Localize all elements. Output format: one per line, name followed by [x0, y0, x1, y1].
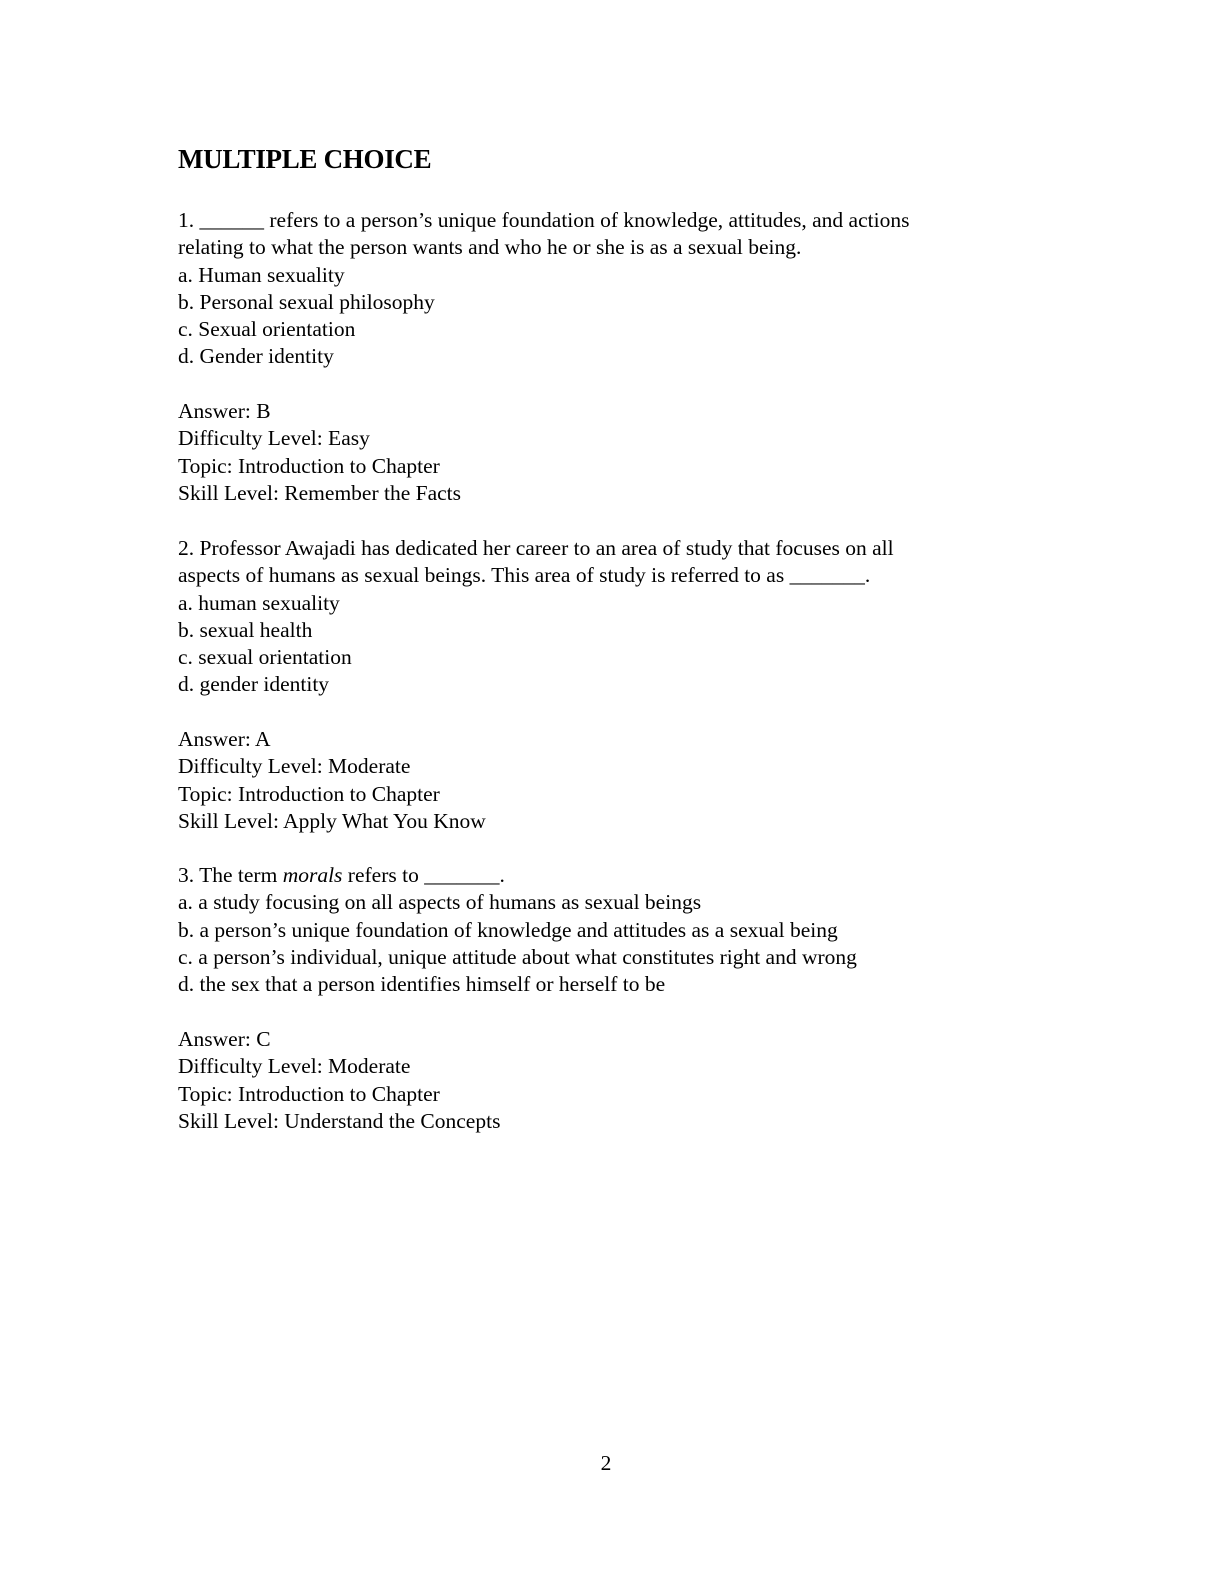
question-3-skill: Skill Level: Understand the Concepts	[178, 1108, 501, 1133]
question-2-option-a: a. human sexuality	[178, 590, 340, 615]
question-2-stem-line-1: 2. Professor Awajadi has dedicated her career to an area of study that focuses on all	[178, 536, 894, 560]
question-2-answer: Answer: A	[178, 727, 271, 751]
question-2-skill: Skill Level: Apply What You Know	[178, 808, 486, 833]
question-2-topic: Topic: Introduction to Chapter	[178, 781, 440, 806]
question-1-option-b: b. Personal sexual philosophy	[178, 289, 435, 314]
question-3-option-d: d. the sex that a person identifies himself or herself to be	[178, 972, 666, 997]
question-1-answer: Answer: B	[178, 399, 271, 423]
question-1-skill: Skill Level: Remember the Facts	[178, 480, 462, 505]
question-3-stem	[178, 862, 1058, 889]
question-3-option-a: a. a study focusing on all aspects of humans as sexual beings	[178, 890, 702, 915]
question-2-stem-line-2: aspects of humans as sexual beings. This area of study is referred to as _______.	[178, 563, 871, 588]
question-3-topic: Topic: Introduction to Chapter	[178, 1081, 440, 1106]
question-3-option-c: c. a person’s individual, unique attitude about what constitutes right and wrong	[178, 944, 857, 969]
question-3-stem-term: morals	[282, 863, 343, 887]
question-1-metadata	[178, 398, 1058, 507]
page-number: 2	[600, 1451, 612, 1475]
question-3-answer: Answer: C	[178, 1027, 271, 1051]
section-heading: MULTIPLE CHOICE	[178, 144, 432, 174]
question-1-stem-line-2: relating to what the person wants and who he or she is as a sexual being.	[178, 235, 802, 260]
question-2-option-b: b. sexual health	[178, 617, 313, 642]
question-1	[178, 207, 1058, 371]
question-1-topic: Topic: Introduction to Chapter	[178, 453, 440, 478]
question-1-difficulty: Difficulty Level: Easy	[178, 426, 370, 451]
question-2-difficulty: Difficulty Level: Moderate	[178, 754, 411, 779]
question-2-option-c: c. sexual orientation	[178, 645, 352, 670]
question-3-option-b: b. a person’s unique foundation of knowledge and attitudes as a sexual being	[178, 917, 838, 942]
question-3-difficulty: Difficulty Level: Moderate	[178, 1054, 411, 1079]
question-1-option-d: d. Gender identity	[178, 344, 334, 369]
question-1-stem-line-1: 1. ______ refers to a person’s unique foundation of knowledge, attitudes, and actions	[178, 208, 910, 232]
question-2	[178, 535, 1058, 699]
question-3-metadata	[178, 1026, 1058, 1135]
question-2-metadata	[178, 726, 1058, 835]
question-3	[178, 862, 1058, 998]
question-3-stem-suffix: refers to _______.	[342, 863, 505, 887]
question-1-option-c: c. Sexual orientation	[178, 317, 356, 342]
question-1-option-a: a. Human sexuality	[178, 262, 345, 287]
question-3-stem-prefix: 3. The term	[178, 863, 283, 887]
question-2-option-d: d. gender identity	[178, 672, 330, 697]
